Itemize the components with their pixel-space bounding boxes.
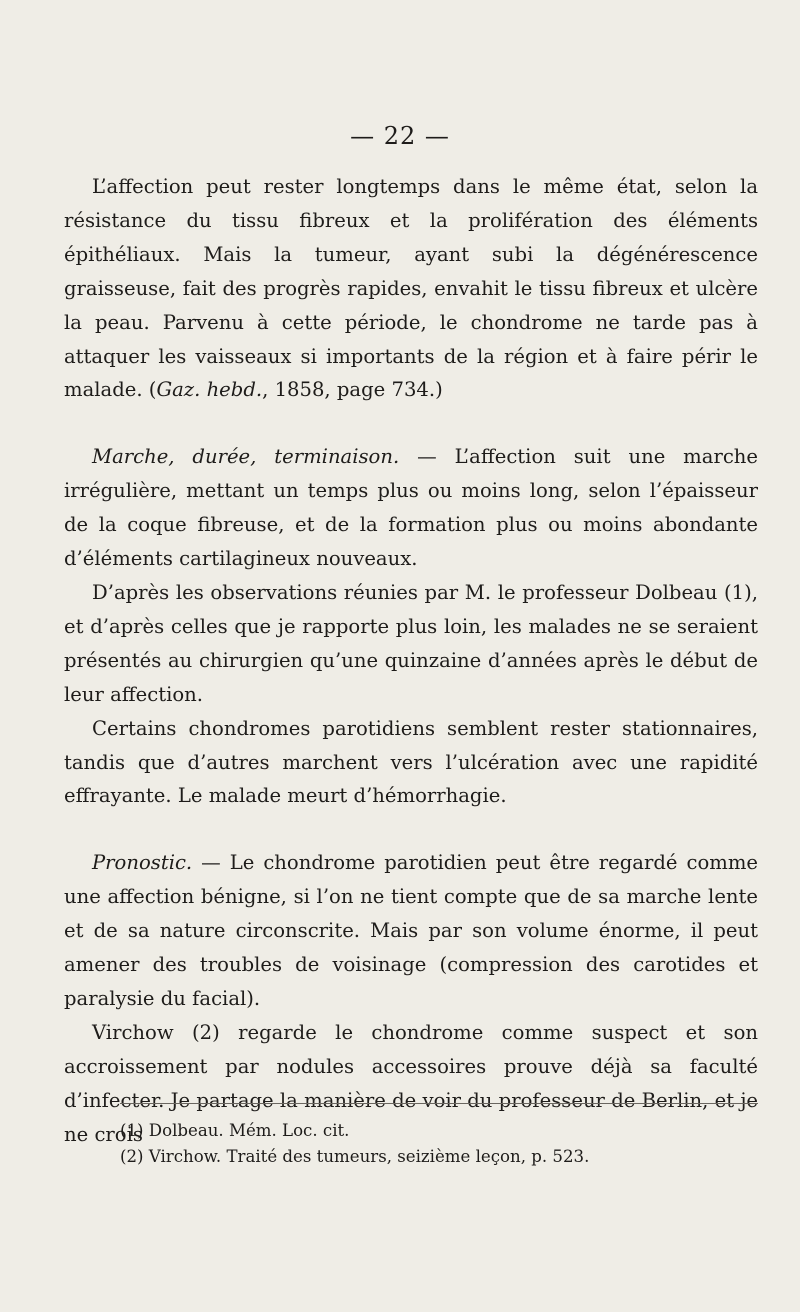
footnote-divider (120, 1103, 758, 1104)
paragraph-virchow: Virchow (2) regarde le chondrome comme suspect et son accroissement par nodules accessoires prouve déjà sa faculté d’infecter. Je partage la manière de voir du professeur de Berlin, et je ne crois (64, 1020, 758, 1146)
paragraph-course (64, 440, 758, 576)
citation-journal: Gaz. hebd. (156, 378, 263, 402)
paragraph-text: L’affection peut rester longtemps dans le même état, selon la résistance du tissu fibreux et la prolifération des éléments épithéliaux. Mais la tumeur, ayant subi la dégénérescence graisseuse, fait des progrès rapides, envahit le tissu fibreux et ulcère la peau. Parvenu à cette période, le chondrome ne tarde pas à attaquer les vaisseaux si importants de la région et à faire périr le malade. ( (64, 175, 758, 402)
footnote-2: (2) Virchow. Traité des tumeurs, seizième leçon, p. 523. (120, 1147, 590, 1166)
paragraph-tumor-evolution (64, 170, 758, 407)
footnote-1: (1) Dolbeau. Mém. Loc. cit. (120, 1121, 350, 1140)
section-heading-prognosis: Pronostic. (92, 851, 193, 875)
footnotes (120, 1118, 760, 1170)
paragraph-prognosis (64, 846, 758, 1016)
citation-details: , 1858, page 734.) (262, 378, 443, 402)
paragraph-text: — Le chondrome parotidien peut être regardé comme une affection bénigne, si l’on ne tient compte que de sa marche lente et de sa nature circonscrite. Mais par son volume énorme, il peut amener des troubles de voisinage (compression des carotides et paralysie du facial). (64, 851, 758, 1010)
paragraph-text: — L’affection suit une marche irrégulière, mettant un temps plus ou moins long, selon l’épaisseur de la coque fibreuse, et de la formation plus ou moins abondante d’éléments cartilagineux nouveaux. (64, 445, 759, 571)
page-number: — 22 — (350, 122, 450, 150)
section-heading-course: Marche, durée, terminaison. (92, 445, 400, 469)
paragraph-observations: D’après les observations réunies par M. le professeur Dolbeau (1), et d’après celles que je rapporte plus loin, les malades ne se seraient présentés au chirurgien qu’une quinzaine d’années après le début de leur affection. (64, 580, 758, 706)
body-text (64, 170, 758, 1151)
paragraph-stationary: Certains chondromes parotidiens semblent rester stationnaires, tandis que d’autres marchent vers l’ulcération avec une rapidité effrayante. Le malade meurt d’hémorrhagie. (64, 716, 758, 808)
